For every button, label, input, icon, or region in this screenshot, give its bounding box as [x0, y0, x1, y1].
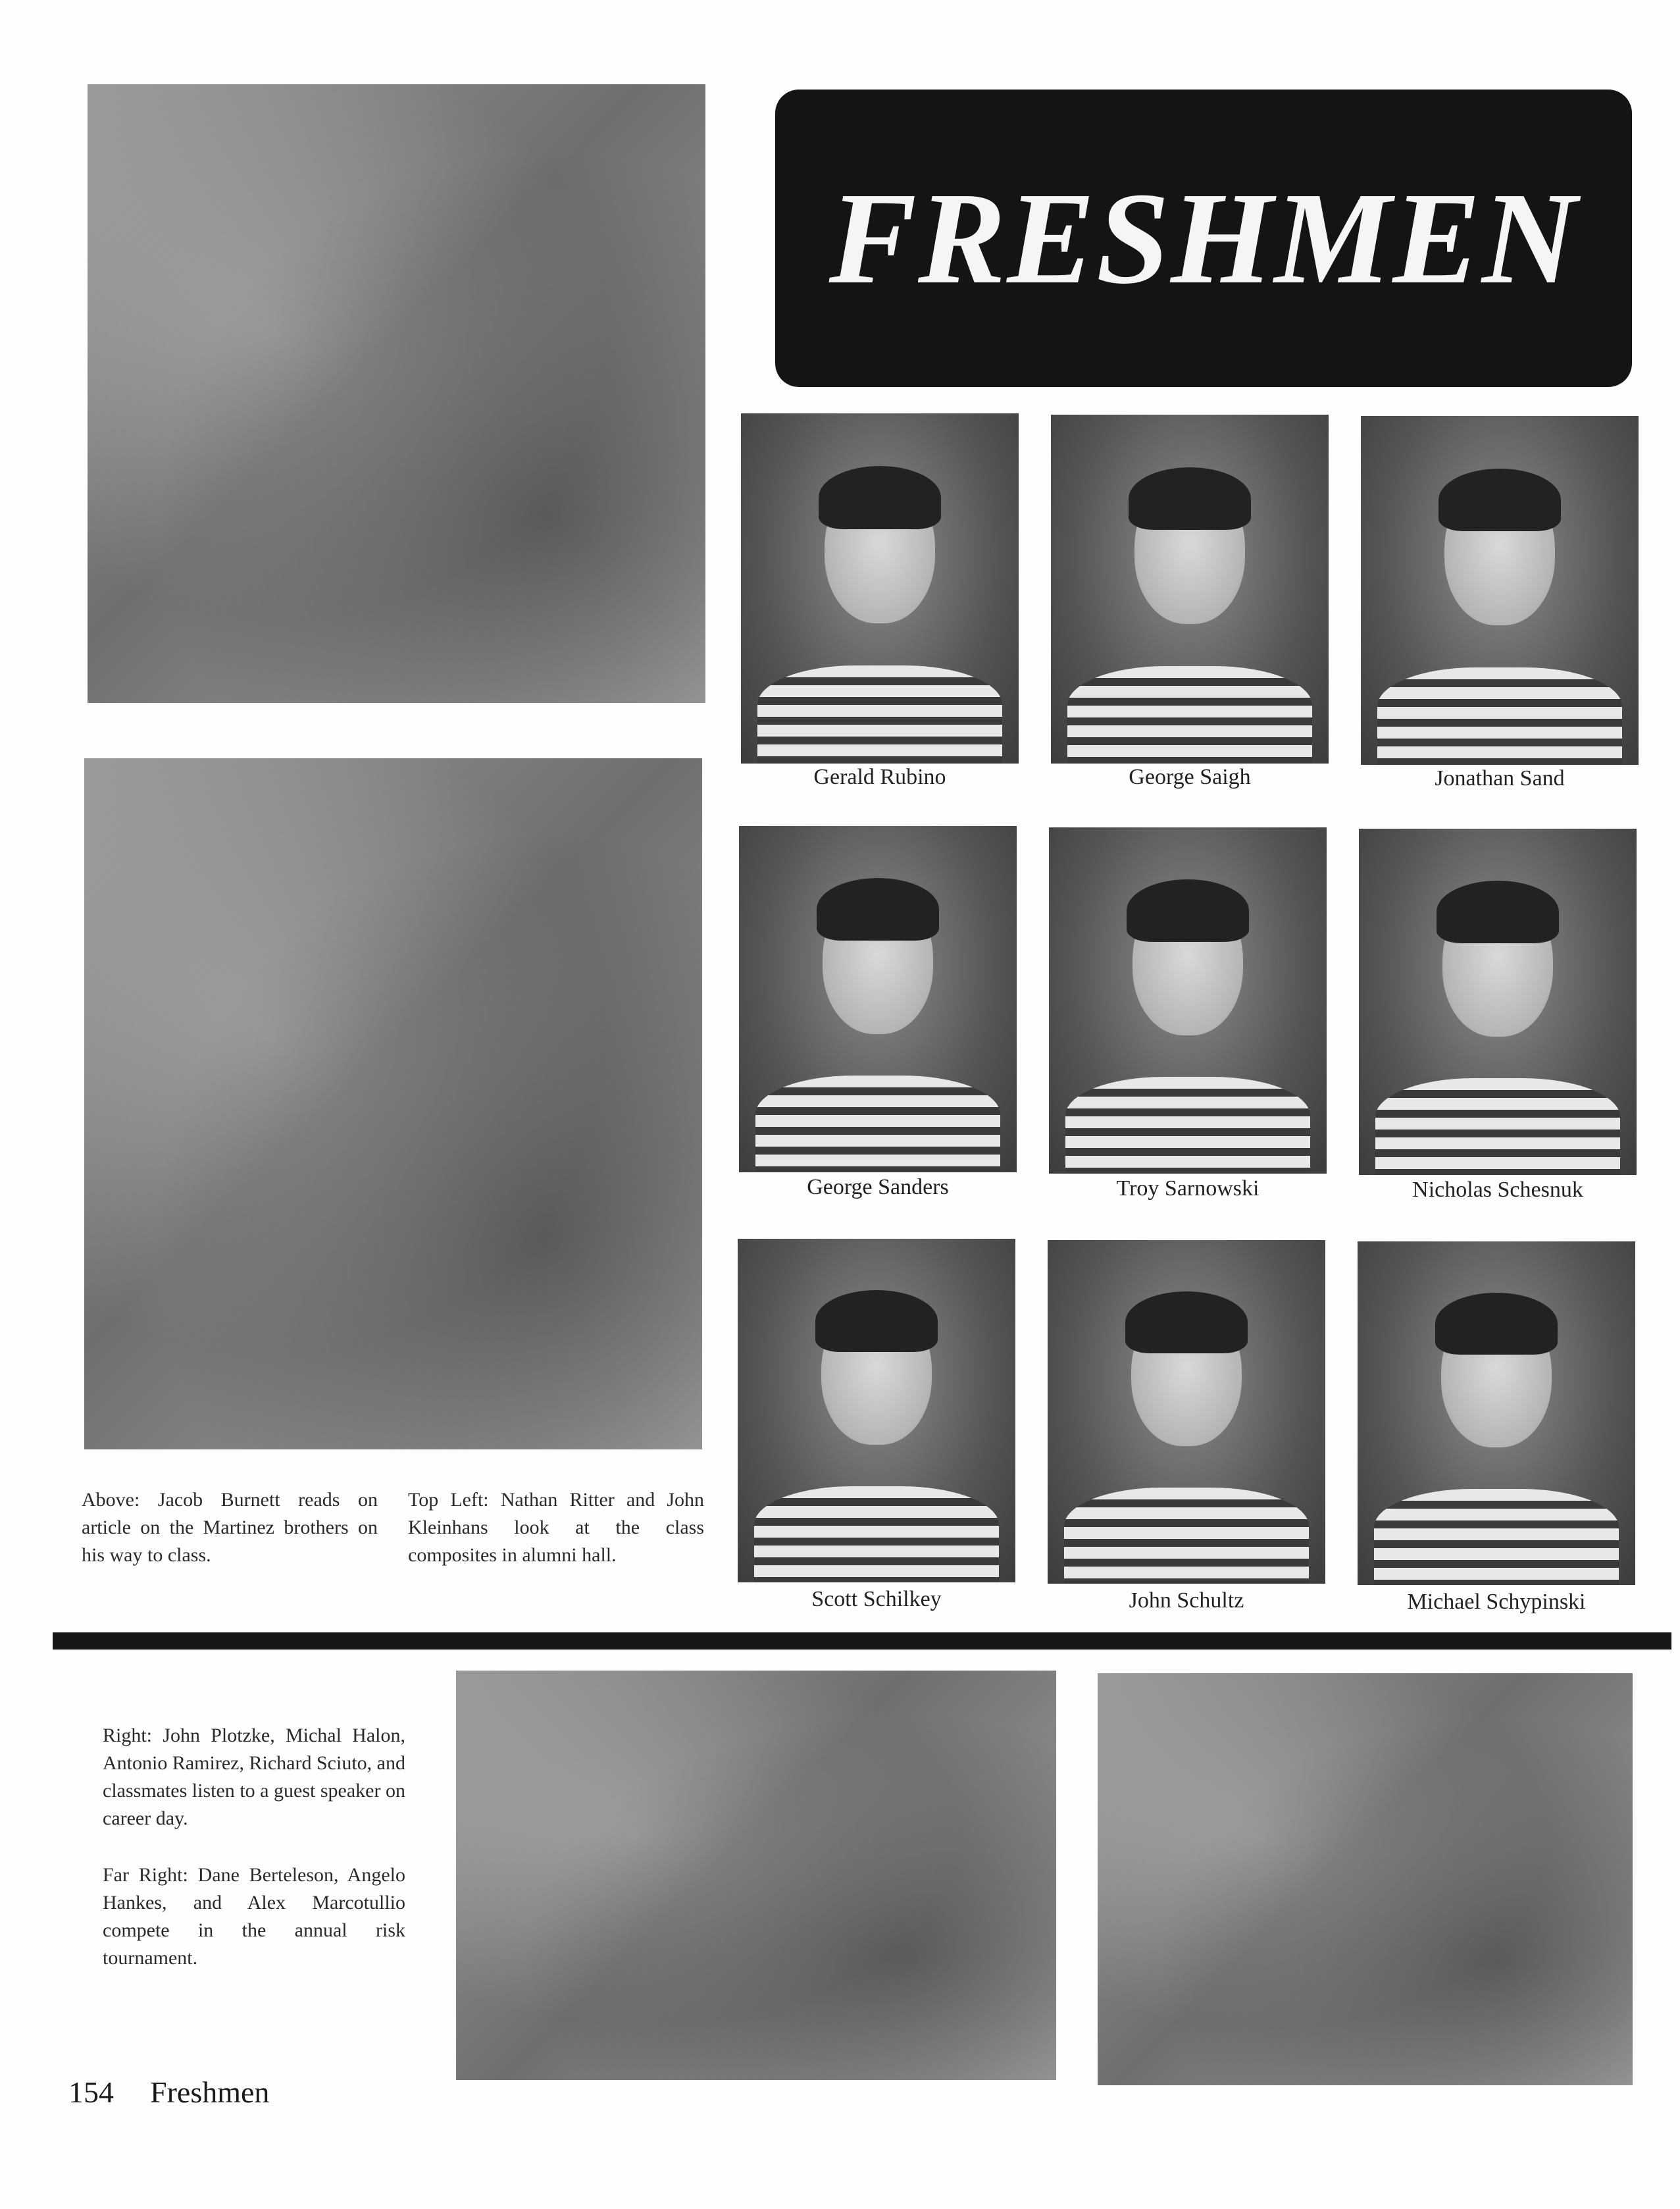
portrait-photo — [741, 413, 1019, 764]
section-banner — [775, 90, 1632, 387]
photo-class-composites — [88, 84, 705, 703]
caption-right: Right: John Plotzke, Michal Halon, Antonio Ramirez, Richard Sciuto, and classmates listen to a guest speaker on career day. — [103, 1725, 405, 1829]
caption-top-left: Top Left: Nathan Ritter and John Kleinhans look at the class composites in alumni hall. — [408, 1489, 704, 1566]
caption-above: Above: Jacob Burnett reads on article on the Martinez brothers on his way to class. — [82, 1489, 378, 1566]
portrait-name: Michael Schypinski — [1407, 1590, 1586, 1614]
portrait-photo — [738, 1239, 1015, 1582]
page-title: FRESHMEN — [828, 165, 1579, 311]
running-footer-section: Freshmen — [150, 2075, 270, 2109]
photo-reading-article — [84, 758, 702, 1449]
portrait-photo — [1048, 1240, 1325, 1584]
portrait-photo — [1359, 829, 1637, 1175]
portrait-name: John Schultz — [1129, 1588, 1244, 1613]
portrait-photo — [1358, 1241, 1635, 1585]
portrait-name: George Saigh — [1129, 765, 1251, 789]
portrait-name: Gerald Rubino — [813, 765, 946, 789]
portrait-photo — [739, 826, 1017, 1172]
portrait-name: Troy Sarnowski — [1116, 1176, 1260, 1201]
portrait-name: Scott Schilkey — [811, 1587, 942, 1611]
caption-far-right: Far Right: Dane Berteleson, Angelo Hankes, and Alex Marcotullio compete in the annual risk tournament. — [103, 1864, 405, 1969]
portrait-photo — [1361, 416, 1639, 765]
portrait-name: Nicholas Schesnuk — [1412, 1178, 1583, 1202]
photo-career-day — [456, 1671, 1056, 2080]
portrait-name: George Sanders — [807, 1175, 949, 1199]
divider-rule — [53, 1632, 1671, 1650]
page-number: 154 — [68, 2075, 114, 2109]
portrait-photo — [1049, 827, 1327, 1174]
photo-risk-tournament — [1098, 1673, 1633, 2085]
portrait-name: Jonathan Sand — [1435, 766, 1565, 791]
portrait-photo — [1051, 415, 1329, 764]
